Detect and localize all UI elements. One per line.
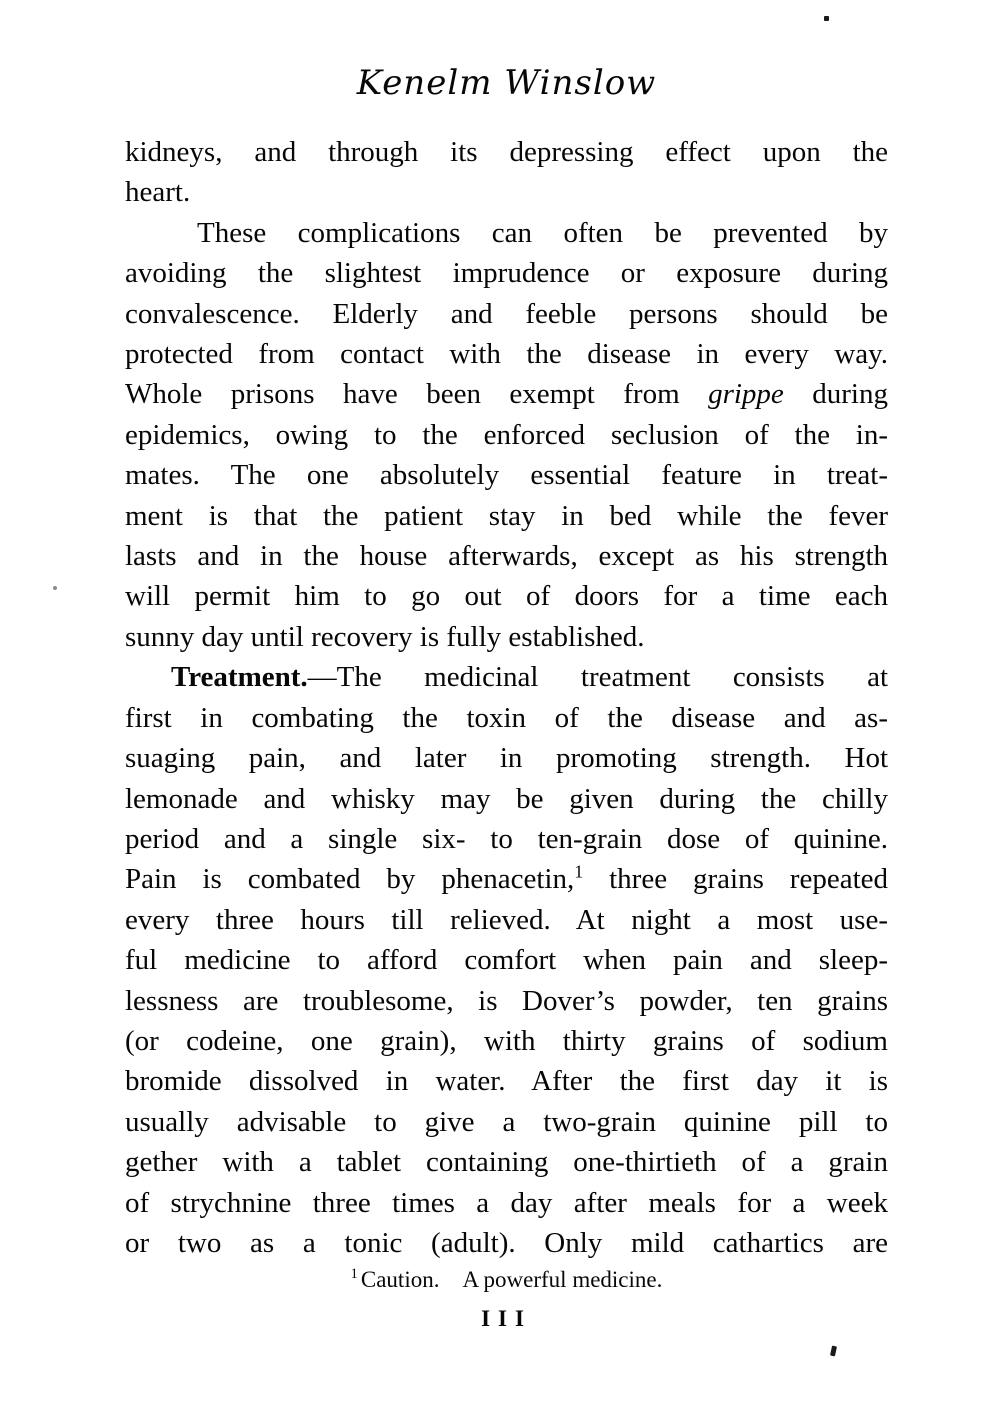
body-line (125, 253, 888, 293)
body-line (125, 1102, 888, 1142)
body-line (125, 536, 888, 576)
body-text (125, 132, 888, 1263)
italic-text: grippe (708, 378, 784, 411)
body-line (125, 374, 888, 414)
body-line (125, 334, 888, 374)
body-line (125, 819, 888, 859)
page-number: III (481, 1306, 532, 1331)
body-line (125, 1021, 888, 1061)
body-line (125, 1061, 888, 1101)
footnote-text: Caution. A powerful medicine. (360, 1267, 663, 1292)
text-run: protected from contact with the disease in every way. (125, 338, 888, 371)
text-run: lasts and in the house afterwards, except as his strength (125, 540, 888, 573)
text-run: ful medicine to afford comfort when pain and sleep- (125, 944, 888, 977)
body-line (125, 213, 888, 253)
text-run: will permit him to go out of doors for a time each (125, 580, 888, 613)
text-run: heart. (125, 176, 191, 209)
body-line (125, 294, 888, 334)
text-run: three grains repeated (583, 863, 889, 896)
body-line (125, 738, 888, 778)
ink-speck (53, 586, 57, 590)
text-run: usually advisable to give a two-grain quinine pill to (125, 1105, 888, 1138)
text-run: of strychnine three times a day after meals for a week (125, 1186, 888, 1219)
text-run: These complications can often be prevented by (197, 216, 888, 249)
text-run: bromide dissolved in water. After the first day it is (125, 1065, 888, 1098)
text-run: —The medicinal treatment consists at (307, 661, 888, 694)
body-line (125, 698, 888, 738)
text-run: period and a single six- to ten-grain dose of quinine. (125, 822, 888, 855)
body-line (125, 859, 888, 899)
text-run: mates. The one absolutely essential feature in treat- (125, 459, 888, 492)
body-line (125, 657, 888, 697)
text-run: (or codeine, one grain), with thirty grains of sodium (125, 1024, 888, 1057)
body-line (125, 1183, 888, 1223)
text-run: gether with a tablet containing one-thirtieth of a grain (125, 1146, 888, 1179)
text-run: suaging pain, and later in promoting strength. Hot (125, 742, 888, 775)
body-line (125, 172, 888, 212)
body-line (125, 779, 888, 819)
text-run: avoiding the slightest imprudence or exposure during (125, 257, 888, 290)
running-header: Kenelm Winslow (356, 63, 657, 103)
body-line (125, 940, 888, 980)
ink-speck (824, 16, 829, 21)
bold-lead: Treatment. (171, 661, 308, 694)
text-run: Whole prisons have been exempt from (125, 378, 709, 411)
body-line (125, 455, 888, 495)
body-line (125, 496, 888, 536)
body-line (125, 132, 888, 172)
text-run: first in combating the toxin of the disease and as- (125, 701, 888, 734)
text-run: sunny day until recovery is fully established. (125, 620, 645, 653)
text-run: epidemics, owing to the enforced seclusion of the in- (125, 418, 888, 451)
body-line (125, 415, 888, 455)
text-run: lemonade and whisky may be given during the chilly (125, 782, 888, 815)
text-run: convalescence. Elderly and feeble persons should be (125, 297, 888, 330)
text-run: during (783, 378, 888, 411)
body-line (125, 900, 888, 940)
text-run: kidneys, and through its depressing effect upon the (125, 136, 888, 168)
ink-speck (830, 1346, 837, 1357)
body-line (125, 1142, 888, 1182)
text-run: every three hours till relieved. At night a most use- (125, 903, 888, 936)
body-line (125, 576, 888, 616)
body-line (125, 981, 888, 1021)
footnote (125, 1266, 888, 1294)
body-line (125, 617, 888, 657)
footnote-reference: 1 (574, 861, 584, 882)
text-run: or two as a tonic (adult). Only mild cathartics are (125, 1226, 888, 1259)
text-run: lessness are troublesome, is Dover’s powder, ten grains (125, 984, 888, 1017)
text-run: Pain is combated by phenacetin, (125, 863, 575, 896)
body-line (125, 1223, 888, 1263)
footnote-marker: 1 (350, 1266, 358, 1283)
text-run: ment is that the patient stay in bed while the fever (125, 499, 888, 532)
